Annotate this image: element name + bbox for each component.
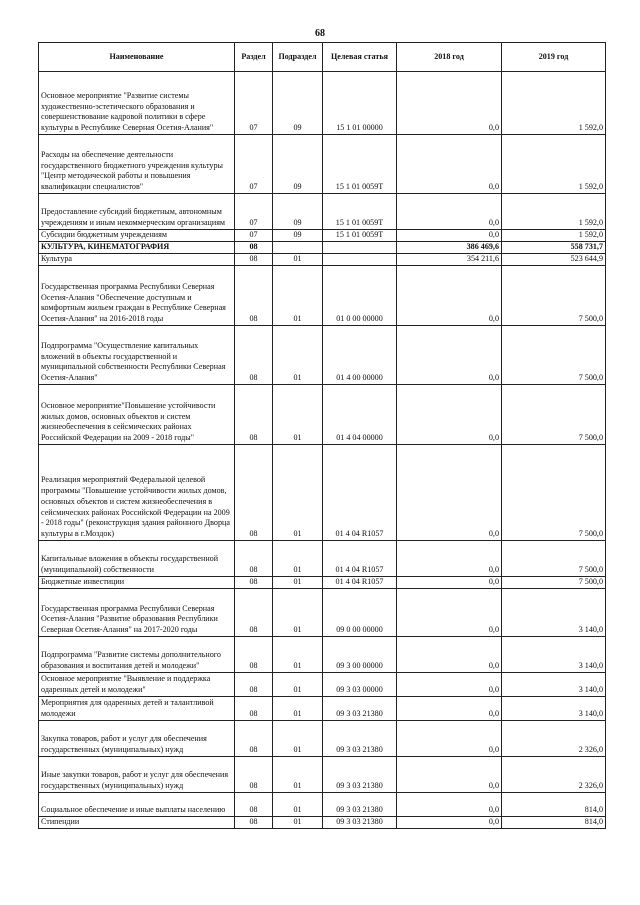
row-name: Подпрограмма "Развитие системы дополнительного образования и воспитания детей и молодежи" bbox=[39, 637, 235, 673]
row-2018: 0,0 bbox=[397, 673, 502, 697]
row-subsection: 01 bbox=[273, 721, 323, 757]
row-name: Основное мероприятие"Повышение устойчивости жилых домов, основных объектов и систем жизнеобеспечения в сейсмических районах Российской Федерации на 2009 - 2018 годы" bbox=[39, 385, 235, 445]
row-2018: 0,0 bbox=[397, 637, 502, 673]
table-row bbox=[39, 541, 606, 577]
row-2018: 0,0 bbox=[397, 385, 502, 445]
table-row bbox=[39, 577, 606, 589]
row-subsection: 01 bbox=[273, 757, 323, 793]
row-section: 08 bbox=[235, 254, 273, 266]
row-subsection: 01 bbox=[273, 445, 323, 541]
row-subsection: 01 bbox=[273, 577, 323, 589]
row-2018: 354 211,6 bbox=[397, 254, 502, 266]
budget-table bbox=[38, 42, 606, 829]
table-row bbox=[39, 135, 606, 194]
row-target: 15 1 01 0059Т bbox=[323, 194, 397, 230]
row-subsection: 01 bbox=[273, 385, 323, 445]
col-header-subsection: Подраздел bbox=[273, 43, 323, 72]
row-2019: 7 500,0 bbox=[502, 326, 606, 385]
row-target: 09 3 00 00000 bbox=[323, 637, 397, 673]
table-row bbox=[39, 673, 606, 697]
row-subsection: 01 bbox=[273, 589, 323, 637]
row-target: 15 1 01 0059Т bbox=[323, 230, 397, 242]
row-2018: 0,0 bbox=[397, 135, 502, 194]
row-target: 09 3 03 21380 bbox=[323, 697, 397, 721]
row-section: 08 bbox=[235, 385, 273, 445]
row-2019: 558 731,7 bbox=[502, 242, 606, 254]
row-subsection: 01 bbox=[273, 254, 323, 266]
row-2018: 0,0 bbox=[397, 72, 502, 135]
row-subsection: 09 bbox=[273, 230, 323, 242]
row-section: 08 bbox=[235, 757, 273, 793]
row-section: 08 bbox=[235, 673, 273, 697]
row-2019: 523 644,9 bbox=[502, 254, 606, 266]
row-2018: 0,0 bbox=[397, 445, 502, 541]
row-2019: 7 500,0 bbox=[502, 445, 606, 541]
row-2018: 0,0 bbox=[397, 194, 502, 230]
row-name: Иные закупки товаров, работ и услуг для обеспечения государственных (муниципальных) нужд bbox=[39, 757, 235, 793]
row-2018: 0,0 bbox=[397, 589, 502, 637]
row-name: Расходы на обеспечение деятельности государственного бюджетного учреждения культуры "Центр методической работы и повышения квалификации специалистов" bbox=[39, 135, 235, 194]
col-header-2018: 2018 год bbox=[397, 43, 502, 72]
row-2018: 0,0 bbox=[397, 721, 502, 757]
row-2018: 0,0 bbox=[397, 577, 502, 589]
row-2018: 0,0 bbox=[397, 326, 502, 385]
table-row bbox=[39, 757, 606, 793]
row-2018: 0,0 bbox=[397, 817, 502, 829]
row-name: Государственная программа Республики Северная Осетия-Алания "Обеспечение доступным и комфортным жильем граждан в Республике Северная Осетия-Алания" на 2016-2018 годы bbox=[39, 266, 235, 326]
row-2018: 0,0 bbox=[397, 793, 502, 817]
row-name: Основное мероприятие "Выявление и поддержка одаренных детей и молодежи" bbox=[39, 673, 235, 697]
row-section: 08 bbox=[235, 697, 273, 721]
row-target: 01 4 04 R1057 bbox=[323, 445, 397, 541]
table-row bbox=[39, 697, 606, 721]
row-2018: 386 469,6 bbox=[397, 242, 502, 254]
row-section: 08 bbox=[235, 589, 273, 637]
row-section: 07 bbox=[235, 230, 273, 242]
table-row bbox=[39, 266, 606, 326]
row-subsection: 09 bbox=[273, 194, 323, 230]
table-row bbox=[39, 194, 606, 230]
row-2019: 814,0 bbox=[502, 793, 606, 817]
row-section: 08 bbox=[235, 266, 273, 326]
row-name: Бюджетные инвестиции bbox=[39, 577, 235, 589]
row-2019: 1 592,0 bbox=[502, 135, 606, 194]
row-subsection: 09 bbox=[273, 72, 323, 135]
col-header-2019: 2019 год bbox=[502, 43, 606, 72]
row-subsection: 01 bbox=[273, 266, 323, 326]
row-2018: 0,0 bbox=[397, 230, 502, 242]
row-target: 09 3 03 21380 bbox=[323, 817, 397, 829]
col-header-name: Наименование bbox=[39, 43, 235, 72]
row-section: 07 bbox=[235, 135, 273, 194]
row-subsection: 01 bbox=[273, 326, 323, 385]
table-row bbox=[39, 72, 606, 135]
row-section: 08 bbox=[235, 326, 273, 385]
table-row bbox=[39, 793, 606, 817]
row-section: 08 bbox=[235, 793, 273, 817]
row-target: 09 3 03 21380 bbox=[323, 757, 397, 793]
table-row bbox=[39, 385, 606, 445]
row-target: 09 0 00 00000 bbox=[323, 589, 397, 637]
row-2019: 2 326,0 bbox=[502, 757, 606, 793]
row-name: Реализация мероприятий Федеральной целевой программы "Повышение устойчивости жилых домов, основных объектов и систем жизнеобеспечения в сейсмических районах Российской Федерации на 2009 - 2018 годы" (реконструкция здания районного Дворца культуры в г.Моздок) bbox=[39, 445, 235, 541]
row-2019: 7 500,0 bbox=[502, 541, 606, 577]
row-target: 09 3 03 21380 bbox=[323, 793, 397, 817]
table-row bbox=[39, 254, 606, 266]
row-name: Стипендии bbox=[39, 817, 235, 829]
row-2019: 7 500,0 bbox=[502, 577, 606, 589]
row-2019: 3 140,0 bbox=[502, 673, 606, 697]
row-target: 01 0 00 00000 bbox=[323, 266, 397, 326]
row-section: 08 bbox=[235, 721, 273, 757]
row-subsection: 01 bbox=[273, 697, 323, 721]
row-section: 08 bbox=[235, 242, 273, 254]
row-section: 08 bbox=[235, 577, 273, 589]
row-section: 08 bbox=[235, 817, 273, 829]
table-row bbox=[39, 230, 606, 242]
row-2019: 3 140,0 bbox=[502, 589, 606, 637]
row-name: Предоставление субсидий бюджетным, автономным учреждениям и иным некоммерческим организациям bbox=[39, 194, 235, 230]
col-header-section: Раздел bbox=[235, 43, 273, 72]
table-row bbox=[39, 326, 606, 385]
row-target: 01 4 04 R1057 bbox=[323, 541, 397, 577]
row-target: 09 3 03 00000 bbox=[323, 673, 397, 697]
row-2019: 7 500,0 bbox=[502, 266, 606, 326]
row-subsection bbox=[273, 242, 323, 254]
row-2019: 3 140,0 bbox=[502, 697, 606, 721]
row-target: 01 4 04 00000 bbox=[323, 385, 397, 445]
table-header-row bbox=[39, 43, 606, 72]
table-row bbox=[39, 242, 606, 254]
row-name: Закупка товаров, работ и услуг для обеспечения государственных (муниципальных) нужд bbox=[39, 721, 235, 757]
row-subsection: 01 bbox=[273, 673, 323, 697]
row-target: 15 1 01 00000 bbox=[323, 72, 397, 135]
row-2019: 1 592,0 bbox=[502, 194, 606, 230]
row-2018: 0,0 bbox=[397, 697, 502, 721]
table-row bbox=[39, 445, 606, 541]
row-target: 01 4 00 00000 bbox=[323, 326, 397, 385]
row-2019: 3 140,0 bbox=[502, 637, 606, 673]
table-row bbox=[39, 817, 606, 829]
col-header-target: Целевая статья bbox=[323, 43, 397, 72]
row-target bbox=[323, 254, 397, 266]
row-target: 15 1 01 0059Т bbox=[323, 135, 397, 194]
row-target bbox=[323, 242, 397, 254]
row-subsection: 01 bbox=[273, 541, 323, 577]
page-number: 68 bbox=[315, 28, 325, 39]
row-2018: 0,0 bbox=[397, 757, 502, 793]
row-name: Субсидии бюджетным учреждениям bbox=[39, 230, 235, 242]
row-subsection: 01 bbox=[273, 793, 323, 817]
row-name: Мероприятия для одаренных детей и талантливой молодежи bbox=[39, 697, 235, 721]
table-row bbox=[39, 589, 606, 637]
row-2019: 814,0 bbox=[502, 817, 606, 829]
row-name: Культура bbox=[39, 254, 235, 266]
row-2018: 0,0 bbox=[397, 541, 502, 577]
row-2019: 1 592,0 bbox=[502, 230, 606, 242]
table-row bbox=[39, 637, 606, 673]
row-subsection: 09 bbox=[273, 135, 323, 194]
row-section: 07 bbox=[235, 72, 273, 135]
row-name: Основное мероприятие "Развитие системы художественно-эстетического образования и совершенствование кадровой политики в сфере культуры в Республике Северная Осетия-Алания" bbox=[39, 72, 235, 135]
row-target: 01 4 04 R1057 bbox=[323, 577, 397, 589]
row-subsection: 01 bbox=[273, 637, 323, 673]
row-section: 07 bbox=[235, 194, 273, 230]
row-2019: 1 592,0 bbox=[502, 72, 606, 135]
row-name: Государственная программа Республики Северная Осетия-Алания "Развитие образования Республики Северная Осетия-Алания" на 2017-2020 годы bbox=[39, 589, 235, 637]
row-name: Капитальные вложения в объекты государственной (муниципальной) собственности bbox=[39, 541, 235, 577]
row-2019: 2 326,0 bbox=[502, 721, 606, 757]
row-target: 09 3 03 21380 bbox=[323, 721, 397, 757]
row-subsection: 01 bbox=[273, 817, 323, 829]
row-name: Подпрограмма "Осуществление капитальных вложений в объекты государственной и муниципальной собственности Республики Северная Осетия-Алания" bbox=[39, 326, 235, 385]
row-section: 08 bbox=[235, 541, 273, 577]
row-2019: 7 500,0 bbox=[502, 385, 606, 445]
row-section: 08 bbox=[235, 445, 273, 541]
row-name: Социальное обеспечение и иные выплаты населению bbox=[39, 793, 235, 817]
row-section: 08 bbox=[235, 637, 273, 673]
row-name: КУЛЬТУРА, КИНЕМАТОГРАФИЯ bbox=[39, 242, 235, 254]
table-row bbox=[39, 721, 606, 757]
row-2018: 0,0 bbox=[397, 266, 502, 326]
